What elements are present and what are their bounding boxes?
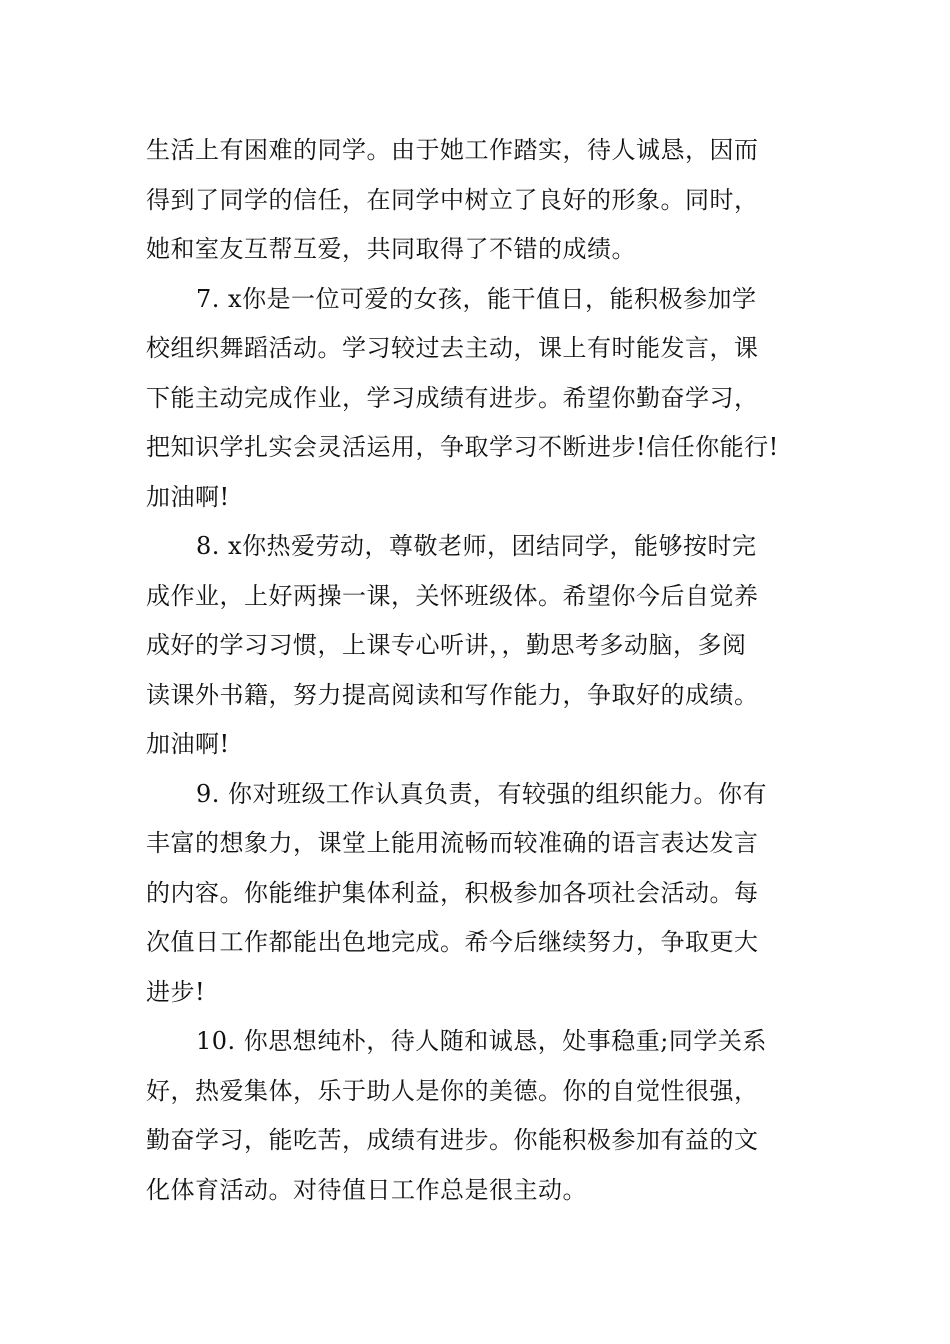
text-line: 丰富的想象力，课堂上能用流畅而较准确的语言表达发言: [146, 829, 759, 857]
text-line: 进步!: [146, 977, 206, 1006]
text-line: 勤奋学习，能吃苦，成绩有进步。你能积极参加有益的文: [146, 1126, 759, 1154]
paragraph-item-7: [146, 275, 810, 523]
text-line: 9. 你对班级工作认真负责，有较强的组织能力。你有: [196, 779, 768, 808]
text-line: 成作业，上好两操一课，关怀班级体。希望你今后自觉养: [146, 581, 759, 610]
text-line: 化体育活动。对待值日工作总是很主动。: [146, 1175, 587, 1204]
text-line: 她和室友互帮互爱，共同取得了不错的成绩。: [146, 235, 636, 263]
text-line: 好，热爱集体，乐于助人是你的美德。你的自觉性很强，: [146, 1076, 759, 1105]
text-line: 校组织舞蹈活动。学习较过去主动，课上有时能发言，课: [146, 334, 759, 362]
text-line: 7. x你是一位可爱的女孩，能干值日，能积极参加学: [196, 284, 757, 313]
document-body: [146, 126, 810, 1215]
text-line: 把知识学扎实会灵活运用，争取学习不断进步!信任你能行!: [146, 433, 779, 461]
text-line: 下能主动完成作业，学习成绩有进步。希望你勤奋学习，: [146, 383, 759, 412]
text-line: 加油啊!: [146, 730, 230, 758]
text-line: 生活上有困难的同学。由于她工作踏实，待人诚恳，因而: [146, 136, 759, 164]
text-line: 的内容。你能维护集体利益，积极参加各项社会活动。每: [146, 878, 759, 907]
text-line: 成好的学习习惯，上课专心听讲，，勤思考多动脑，多阅: [146, 631, 747, 659]
text-line: 10. 你思想纯朴，待人随和诚恳，处事稳重;同学关系: [196, 1027, 767, 1055]
text-line: 读课外书籍，努力提高阅读和写作能力，争取好的成绩。: [146, 680, 759, 709]
paragraph-item-10: [146, 1017, 810, 1215]
text-line: 得到了同学的信任，在同学中树立了良好的形象。同时，: [146, 185, 759, 214]
paragraph-item-9: [146, 770, 810, 1018]
text-line: 8. x你热爱劳动，尊敬老师，团结同学，能够按时完: [196, 532, 757, 560]
paragraph-item-8: [146, 522, 810, 770]
text-line: 加油啊!: [146, 482, 230, 511]
text-line: 次值日工作都能出色地完成。希今后继续努力，争取更大: [146, 928, 759, 956]
paragraph-continuation: [146, 126, 810, 275]
